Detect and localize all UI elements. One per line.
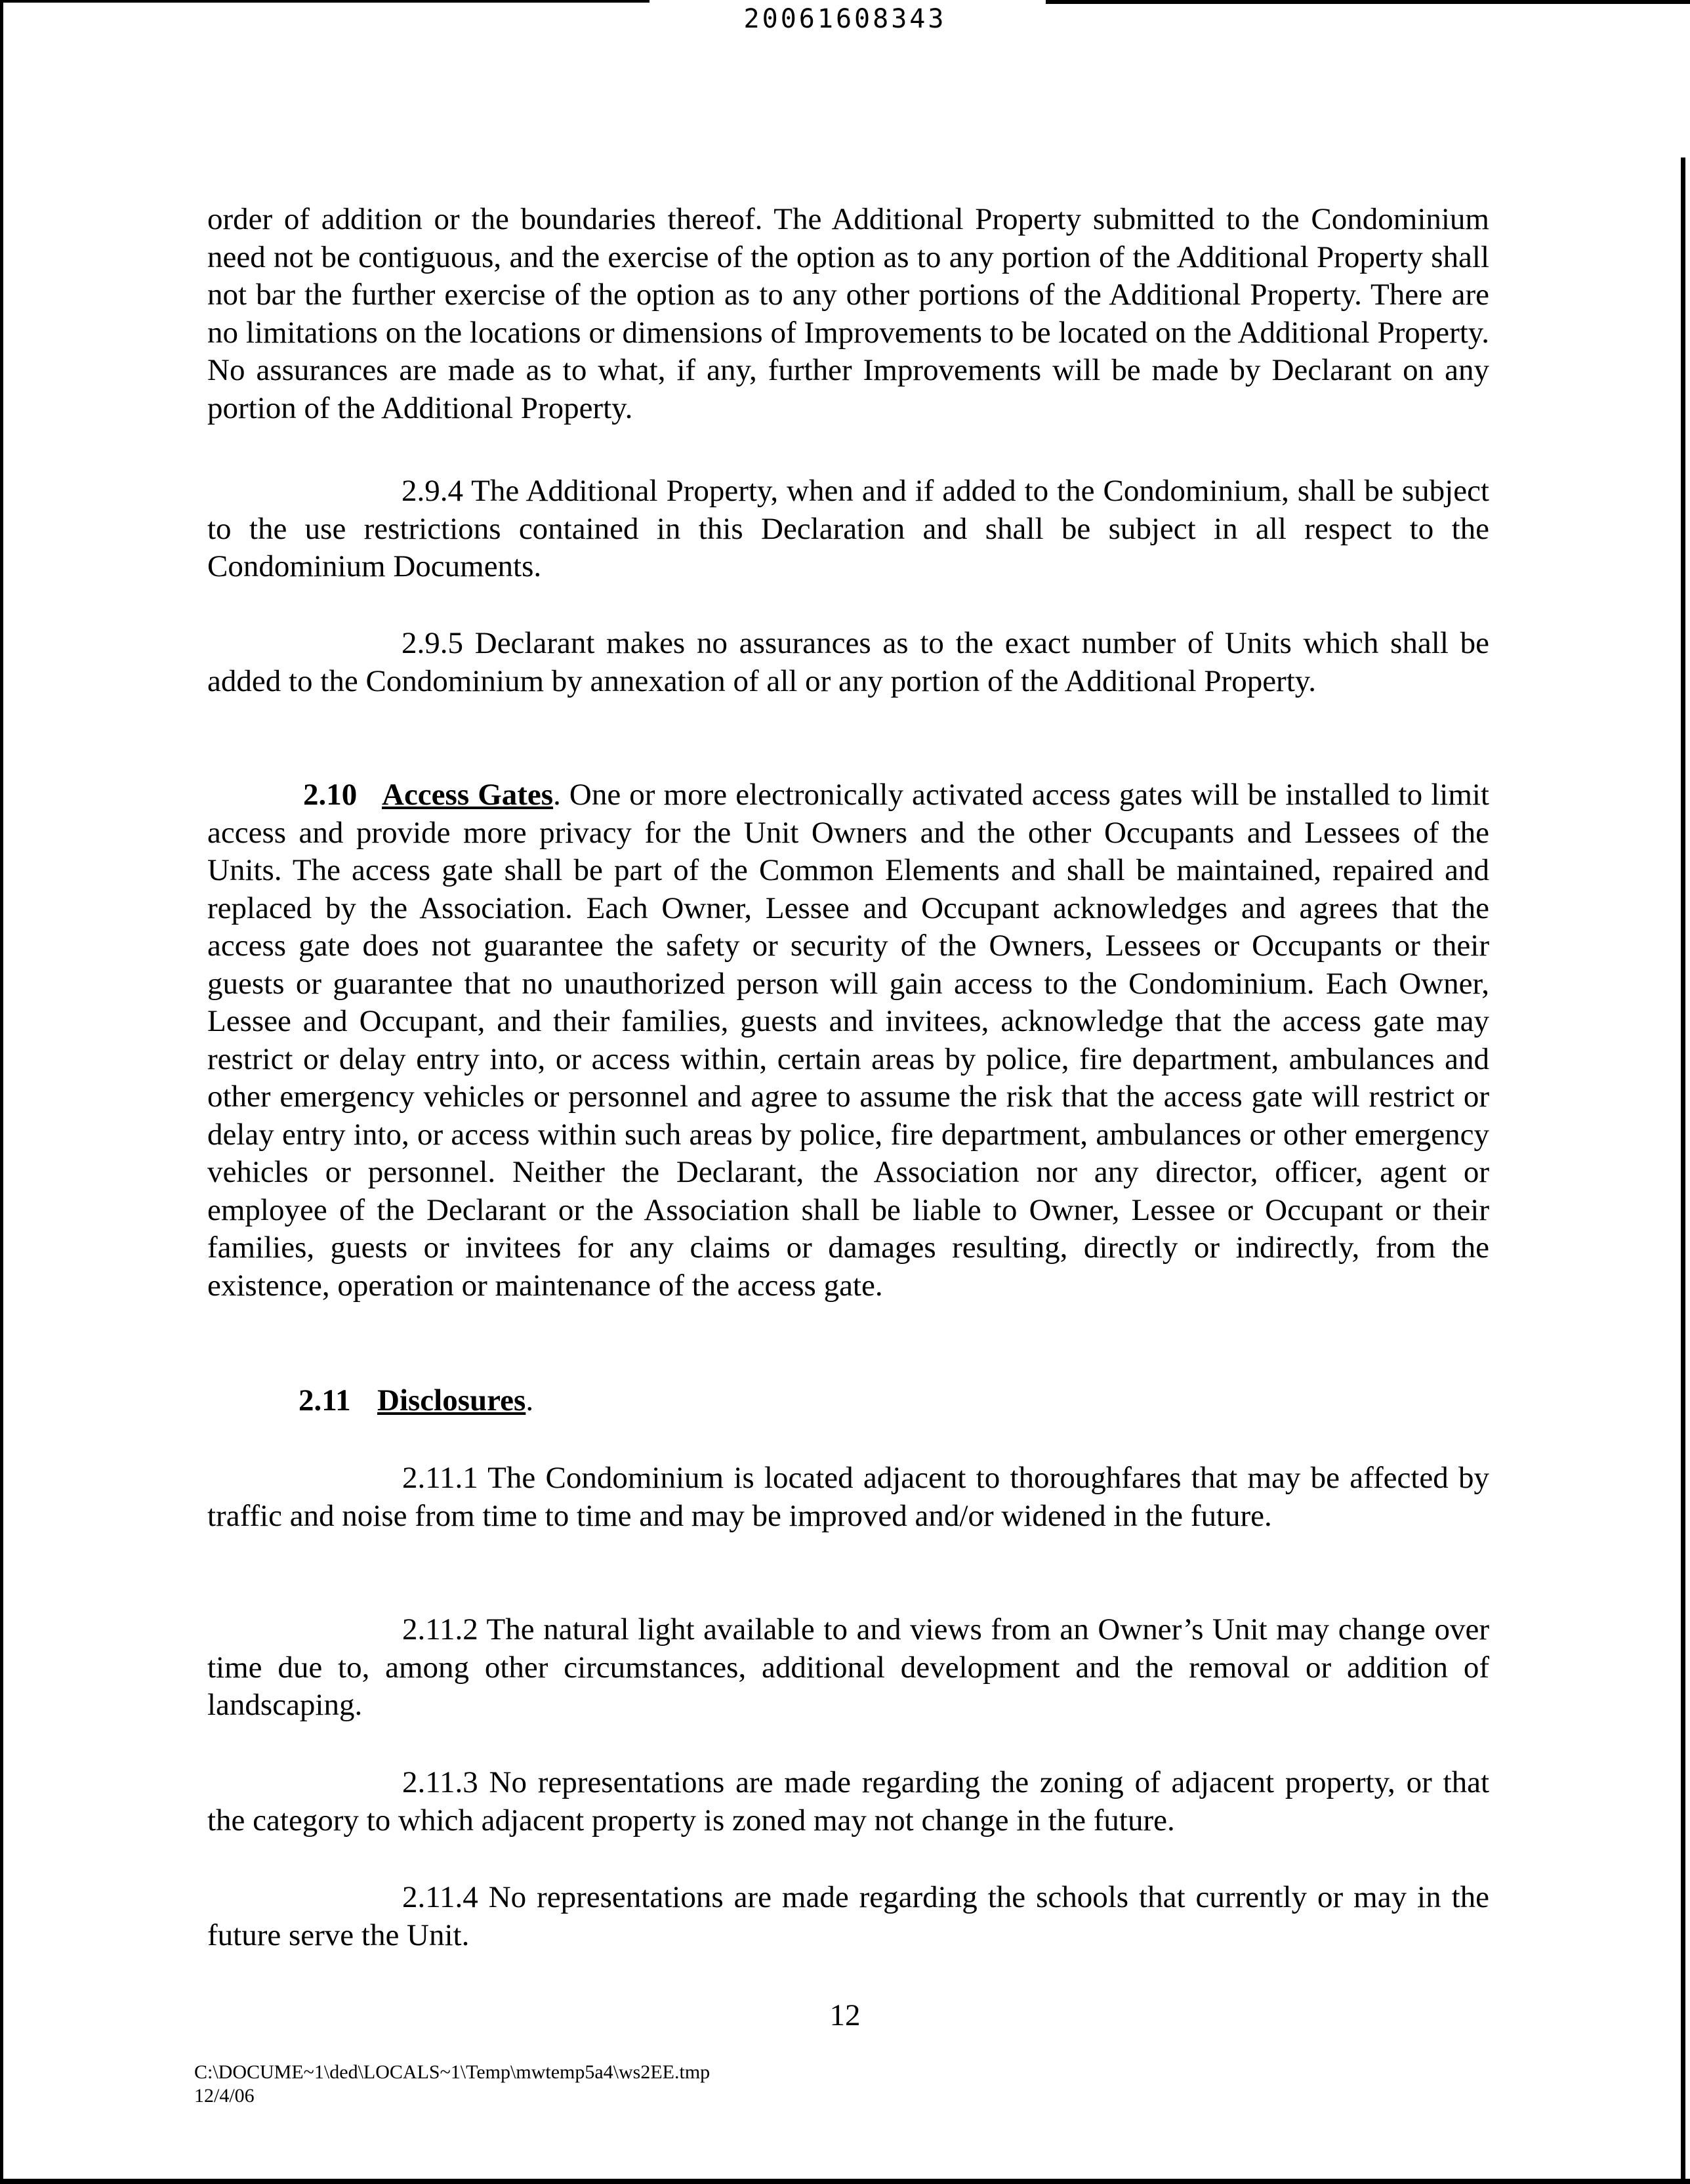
- section-title: Access Gates: [382, 778, 554, 812]
- page-number: 12: [829, 1998, 861, 2032]
- section-number: 2.10: [303, 778, 358, 812]
- footer: [194, 2061, 710, 2108]
- paragraph-2-9-4: 2.9.4 The Additional Property, when and if added to the Condominium, shall be subject to the use restrictions contained in this Declaration and shall be subject in all respect to the Condominium Documents.: [207, 474, 1489, 583]
- right-border: [1681, 158, 1685, 2184]
- left-border: [0, 0, 3, 2184]
- section-title-punct: .: [526, 1383, 534, 1418]
- paragraph-2-11-4: 2.11.4 No representations are made regarding the schools that currently or may in the future serve the Unit.: [207, 1880, 1489, 1952]
- section-title: Disclosures: [377, 1383, 526, 1418]
- document-number: 20061608343: [743, 4, 947, 34]
- paragraph-continuation: order of addition or the boundaries thereof. The Additional Property submitted to the Condominium need not be contiguous, and the exercise of the option as to any portion of the Additional Property shall not bar the further exercise of the option as to any other portions of the Additional Property. There are no limitations on the locations or dimensions of Improvements to be located on the Additional Property. No assurances are made as to what, if any, further Improvements will be made by Declarant on any portion of the Additional Property.: [207, 202, 1489, 425]
- section-body: One or more electronically activated access gates will be installed to limit access and provide more privacy for the Unit Owners and the other Occupants and Lessees of the Units. The access gate shall be part of the Common Elements and shall be maintained, repaired and replaced by the Association. Each Owner, Lessee and Occupant acknowledges and agrees that the access gate does not guarantee the safety or security of the Owners, Lessees or Occupants or their guests or guarantee that no unauthorized person will gain access to the Condominium. Each Owner, Lessee and Occupant, and their families, guests and invitees, acknowledge that the access gate may restrict or delay entry into, or access within, certain areas by police, fire department, ambulances and other emergency vehicles or personnel and agree to assume the risk that the access gate will restrict or delay entry into, or access within such areas by police, fire department, ambulances or other emergency vehicles or personnel. Neither the Declarant, the Association nor any director, officer, agent or employee of the Declarant or the Association shall be liable to Owner, Lessee or Occupant or their families, guests or invitees for any claims or damages resulting, directly or indirectly, from the existence, operation or maintenance of the access gate.: [207, 778, 1489, 1303]
- paragraph-2-9-5: 2.9.5 Declarant makes no assurances as to the exact number of Units which shall be added to the Condominium by annexation of all or any portion of the Additional Property.: [207, 626, 1489, 698]
- section-number: 2.11: [299, 1383, 351, 1418]
- section-title-punct: .: [553, 778, 561, 812]
- section-2-11-heading: [299, 1382, 533, 1420]
- bottom-rule: [0, 2179, 1690, 2184]
- footer-date: 12/4/06: [194, 2085, 255, 2107]
- paragraph-2-11-1: 2.11.1 The Condominium is located adjacent to thoroughfares that may be affected by traffic and noise from time to time and may be improved and/or widened in the future.: [207, 1461, 1489, 1533]
- paragraph-2-11-2: 2.11.2 The natural light available to and views from an Owner’s Unit may change over time due to, among other circumstances, additional development and the removal or addition of landscaping.: [207, 1612, 1489, 1722]
- section-2-10: [207, 776, 1489, 1305]
- paragraph-2-11-3: 2.11.3 No representations are made regarding the zoning of adjacent property, or that the category to which adjacent property is zoned may not change in the future.: [207, 1765, 1489, 1838]
- footer-file-path: C:\DOCUME~1\ded\LOCALS~1\Temp\mwtemp5a4\ws2EE.tmp: [194, 2061, 711, 2083]
